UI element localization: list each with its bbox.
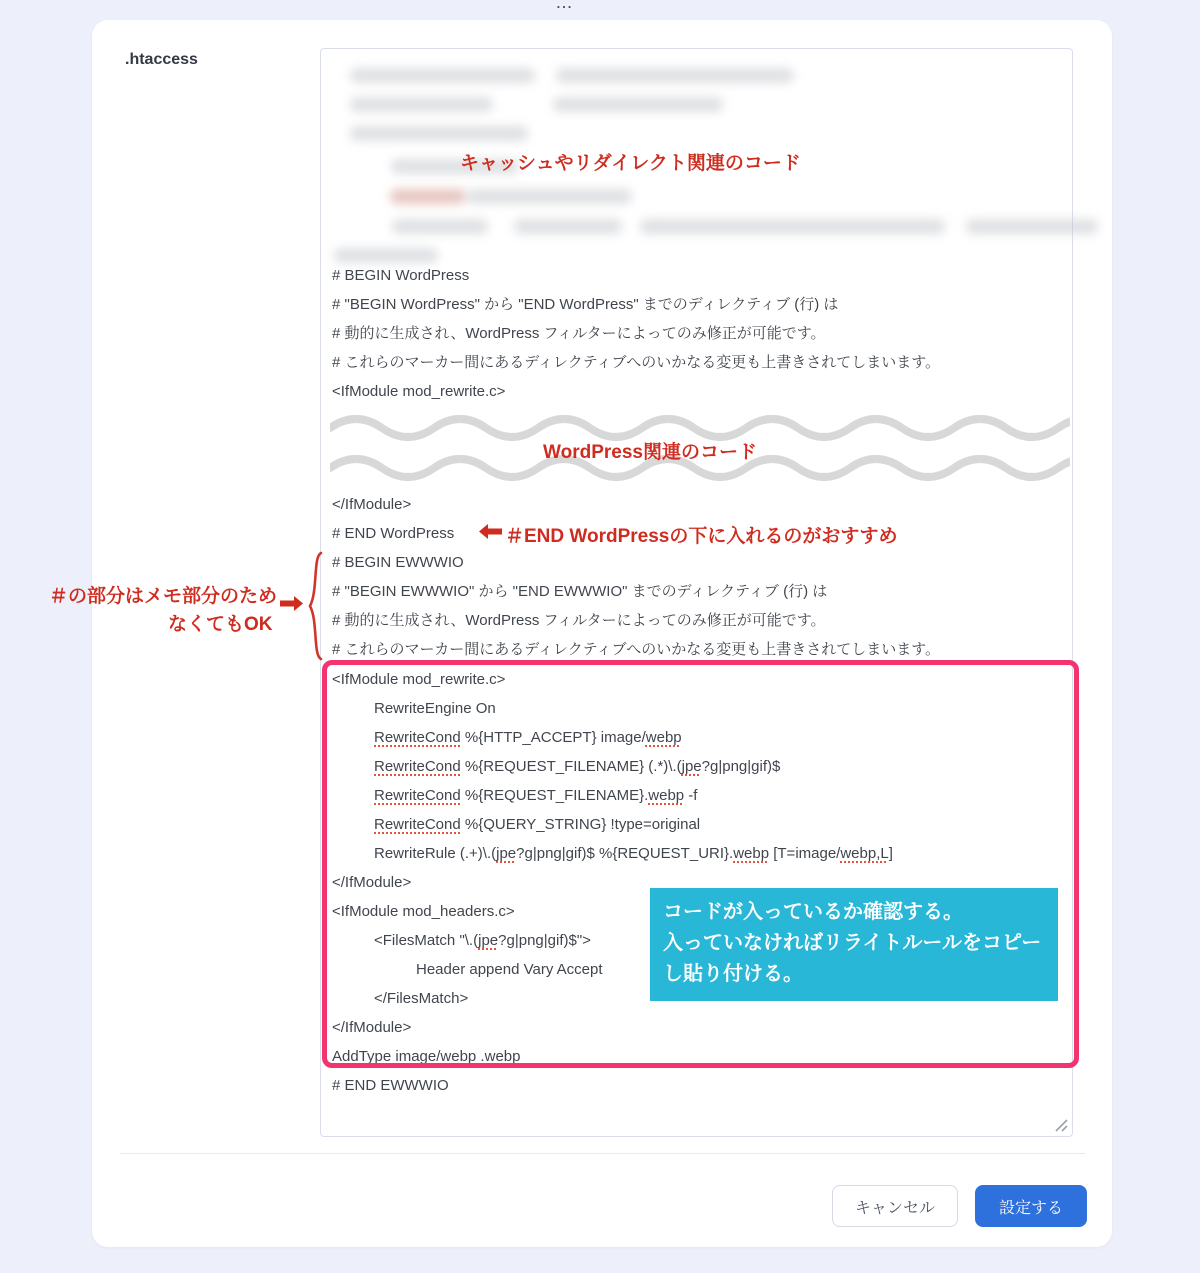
code-line: # これらのマーカー間にあるディレクティブへのいかなる変更も上書きされてしまいます。 [332, 641, 941, 658]
code-line: RewriteCond %{HTTP_ACCEPT} image/webp [374, 729, 682, 746]
htaccess-field-label: .htaccess [125, 51, 198, 68]
code-line: <IfModule mod_rewrite.c> [332, 671, 506, 688]
cyan-callout [650, 888, 1058, 1001]
blurred-code-line [556, 68, 794, 83]
code-line: # これらのマーカー間にあるディレクティブへのいかなる変更も上書きされてしまいます。 [332, 354, 941, 371]
code-line: </IfModule> [332, 874, 412, 891]
wordpress-code-note: WordPress関連のコード [543, 442, 757, 463]
code-line: RewriteCond %{QUERY_STRING} !type=original [374, 816, 701, 833]
memo-note-line1: ＃の部分はメモ部分のため [48, 586, 277, 607]
blurred-code-line [467, 189, 632, 204]
code-line: # "BEGIN WordPress" から "END WordPress" までのディレクティブ (行) は [332, 296, 839, 313]
blurred-code-line [553, 97, 723, 112]
code-block-ewwwio-rules [332, 665, 1070, 1100]
code-line: <IfModule mod_rewrite.c> [332, 383, 506, 400]
code-line: # END WordPress [332, 525, 455, 542]
memo-note-line2: なくてもOK [168, 614, 273, 635]
code-line: RewriteEngine On [374, 700, 496, 717]
truncated-content-dots: ... [556, 0, 574, 11]
blurred-code-line [350, 68, 535, 83]
code-line: Header append Vary Accept [416, 961, 603, 978]
code-line: <IfModule mod_headers.c> [332, 903, 515, 920]
code-line: AddType image/webp .webp [332, 1048, 521, 1065]
bracket-icon [305, 551, 323, 661]
code-line: # END EWWWIO [332, 1077, 449, 1094]
blurred-code-line [390, 189, 466, 204]
code-line: RewriteCond %{REQUEST_FILENAME}.webp -f [374, 787, 698, 804]
code-line: </IfModule> [332, 496, 412, 513]
left-arrow-icon [479, 524, 502, 539]
code-line: # BEGIN EWWWIO [332, 554, 464, 571]
code-line: # BEGIN WordPress [332, 267, 470, 284]
code-line: RewriteRule (.+)\.(jpe?g|png|gif)$ %{REQUEST_URI}.webp [T=image/webp,L] [374, 845, 893, 862]
code-line: RewriteCond %{REQUEST_FILENAME} (.*)\.(jpe?g|png|gif)$ [374, 758, 781, 775]
cyan-callout-line: し貼り付ける。 [663, 963, 803, 985]
code-line: # "BEGIN EWWWIO" から "END EWWWIO" までのディレクティブ (行) は [332, 583, 828, 600]
cyan-callout-line: 入っていなければリライトルールをコピー [663, 932, 1042, 954]
right-arrow-icon [280, 596, 303, 611]
footer-divider [120, 1153, 1085, 1154]
blurred-code-line [392, 219, 488, 234]
cancel-button[interactable]: キャンセル [832, 1185, 958, 1227]
blurred-code-line [514, 219, 622, 234]
cache-code-note: キャッシュやリダイレクト関連のコード [460, 153, 801, 174]
cyan-callout-line: コードが入っているか確認する。 [663, 901, 963, 923]
code-line: </IfModule> [332, 1019, 412, 1036]
blurred-code-line [966, 219, 1098, 234]
code-line: <FilesMatch "\.(jpe?g|png|gif)$"> [374, 932, 591, 949]
blurred-code-line [350, 126, 528, 141]
code-block-wordpress-header [332, 261, 1070, 406]
code-line: # 動的に生成され、WordPress フィルターによってのみ修正が可能です。 [332, 612, 826, 629]
blurred-code-line [640, 219, 945, 234]
code-line: </FilesMatch> [374, 990, 469, 1007]
end-wordpress-note: ＃END WordPressの下に入れるのがおすすめ [505, 526, 898, 547]
blurred-code-line [350, 97, 493, 112]
code-line: # 動的に生成され、WordPress フィルターによってのみ修正が可能です。 [332, 325, 826, 342]
submit-button[interactable]: 設定する [975, 1185, 1087, 1227]
code-block-end-wordpress [332, 490, 1070, 664]
resize-grip-icon[interactable] [1052, 1116, 1068, 1132]
